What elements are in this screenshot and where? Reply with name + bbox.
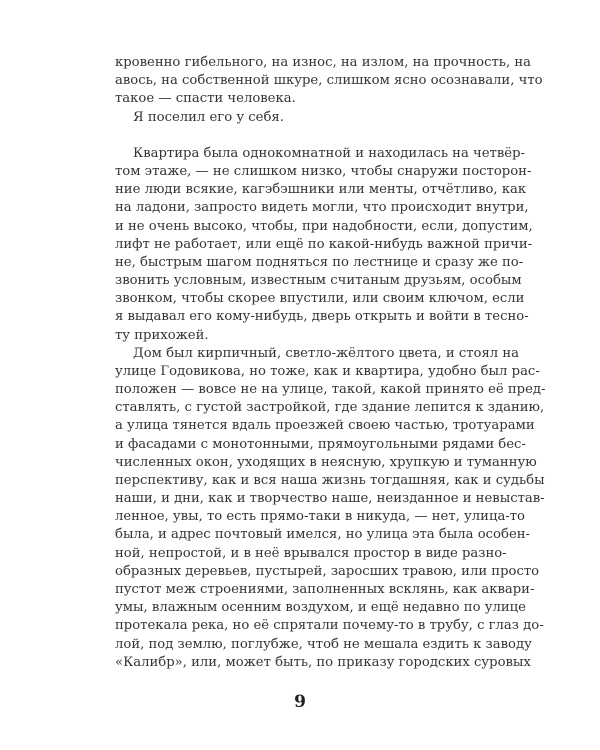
text-line: образных деревьев, пустырей, заросших травою, или просто [115, 563, 540, 579]
text-line: была, и адрес почтовый имелся, но улица эта была особен- [115, 527, 530, 543]
text-line: улице Годовикова, но тоже, как и квартира, удобно был рас- [115, 363, 540, 379]
text-line: и фасадами с монотонными, прямоугольными рядами бес- [115, 436, 526, 452]
text-line: такое — спасти человека. [115, 91, 296, 107]
text-line: звонить условным, известным считаным друзьям, особым [115, 273, 522, 289]
text-line: умы, влажным осенним воздухом, и ещё недавно по улице [115, 600, 526, 616]
text-line: Дом был кирпичный, светло-жёлтого цвета, и стоял на [133, 345, 520, 361]
text-line: наши, и дни, как и творчество наше, неизданное и невыстав- [115, 491, 545, 507]
text-line: лой, под землю, поглубже, чтоб не мешала ездить к заводу [115, 636, 532, 652]
text-line: а улица тянется вдаль проезжей своею частью, тротуарами [115, 418, 535, 434]
paragraph-gap [115, 127, 493, 145]
text-line: ленное, увы, то есть прямо-таки в никуда, — нет, улица-то [115, 509, 525, 525]
text-line: ние люди всякие, кагэбэшники или менты, отчётливо, как [115, 182, 527, 198]
text-line: ной, непростой, и в неё врывался простор в виде разно- [115, 545, 507, 561]
text-line: том этаже, — не слишком низко, чтобы снаружи посторон- [115, 164, 532, 180]
text-line: не, быстрым шагом подняться по лестнице и сразу же по- [115, 254, 524, 270]
text-line: авось, на собственной шкуре, слишком ясно осознавали, что [115, 73, 543, 89]
paragraph [115, 54, 543, 109]
text-line: Я поселил его у себя. [133, 109, 284, 125]
text-line: я выдавал его кому-нибудь, дверь открыть и войти в тесно- [115, 309, 529, 325]
text-line: пустот меж строениями, заполненных всклянь, как аквари- [115, 581, 535, 597]
paragraph [115, 345, 546, 672]
text-line: и не очень высоко, чтобы, при надобности, если, допустим, [115, 218, 533, 234]
text-line: на ладони, запросто видеть могли, что происходит внутри, [115, 200, 529, 216]
text-line: кровенно гибельного, на износ, на излом, на прочность, на [115, 55, 531, 70]
text-line: ту прихожей. [115, 327, 209, 343]
text-line: лифт не работает, или ещё по какой-нибудь важной причи- [115, 236, 533, 252]
page-number: 9 [294, 692, 306, 712]
text-line: протекала река, но её спрятали почему-то в трубу, с глаз до- [115, 618, 544, 634]
text-line: численных окон, уходящих в неясную, хрупкую и туманную [115, 454, 537, 470]
text-line: положен — вовсе не на улице, такой, какой принято её пред- [115, 382, 546, 398]
page-body [115, 54, 546, 672]
paragraph [115, 109, 493, 127]
text-line: ставлять, с густой застройкой, где здание лепится к зданию, [115, 400, 545, 416]
text-line: «Калибр», или, может быть, по приказу городских суровых [115, 654, 531, 670]
text-line: перспективу, как и вся наша жизнь тогдашняя, как и судьбы [115, 472, 545, 488]
text-line: звонком, чтобы скорее впустили, или своим ключом, если [115, 291, 525, 307]
text-line: Квартира была однокомнатной и находилась на четвёр- [133, 145, 525, 161]
paragraph [115, 145, 533, 345]
